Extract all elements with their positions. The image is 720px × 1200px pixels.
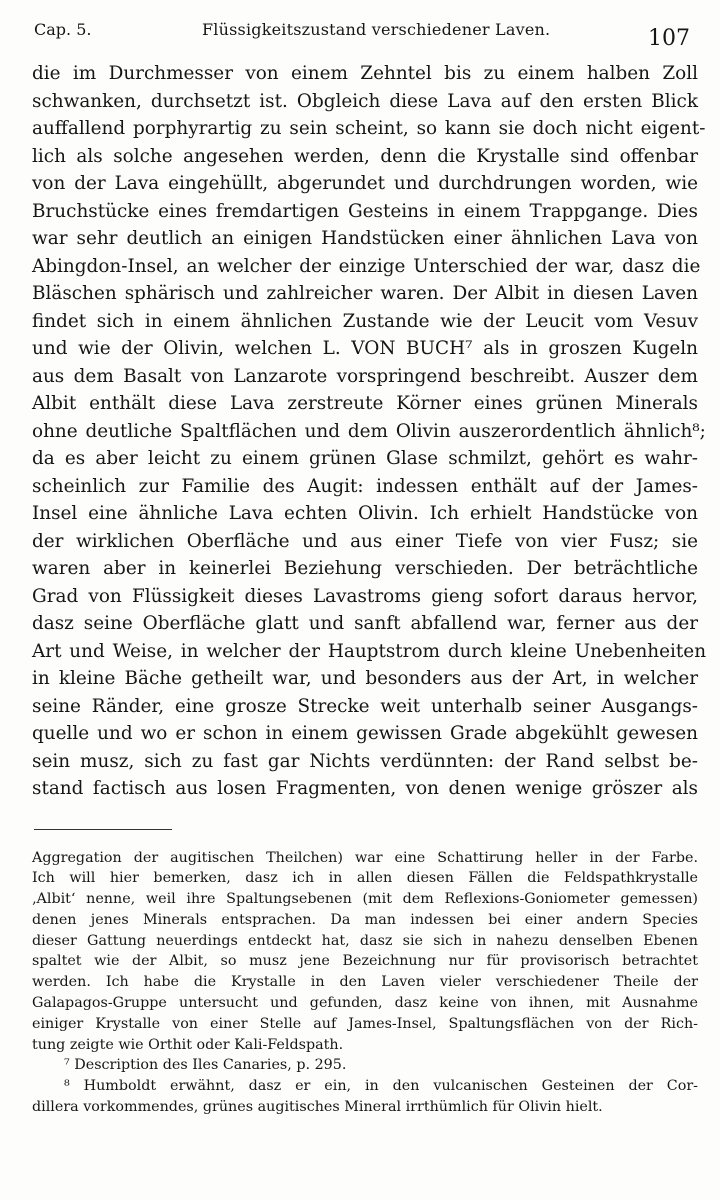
footnote-8: ⁸ Humboldt erwähnt, dasz er ein, in den vulcanischen Gesteinen der Cor-: [64, 1078, 698, 1095]
footnote-line: spaltet wie der Albit, so musz jene Bezeichnung nur für provisorisch betrachtet: [32, 953, 698, 970]
text-line: Bruchstücke eines fremdartigen Gesteins in einem Trappgange. Dies: [32, 200, 698, 222]
text-line: seine Ränder, eine grosze Strecke weit unterhalb seiner Ausgangs-: [32, 695, 698, 717]
footnote-line: tung zeigte wie Orthit oder Kali-Feldspath.: [32, 1036, 344, 1053]
text-line: scheinlich zur Familie des Augit: indessen enthält auf der James-: [32, 475, 698, 497]
text-line: ohne deutliche Spaltflächen und dem Olivin auszerordentlich ähnlich⁸;: [32, 420, 706, 442]
text-line: quelle und wo er schon in einem gewissen Grade abgekühlt gewesen: [32, 723, 698, 744]
footnote-line: einiger Krystalle von einer Stelle auf James-Insel, Spaltungsflächen von der Rich-: [32, 1015, 698, 1032]
text-line: von der Lava eingehüllt, abgerundet und durchdrungen worden, wie: [32, 173, 698, 194]
footnote-8-continuation: dillera vorkommendes, grünes augitisches Mineral irrthümlich für Olivin hielt.: [32, 1099, 603, 1116]
text-line: dasz seine Oberfläche glatt und sanft abfallend war, ferner aus der: [32, 613, 698, 634]
text-line: stand factisch aus losen Fragmenten, von denen wenige gröszer als: [32, 778, 698, 799]
text-line: der wirklichen Oberfläche und aus einer Tiefe von vier Fusz; sie: [32, 530, 698, 552]
footnote-line: ‚Albit‘ nenne, weil ihre Spaltungsebenen (mit dem Reflexions-Goniometer gemessen): [32, 891, 698, 908]
running-header: [32, 14, 698, 54]
text-line: in kleine Bäche getheilt war, und besonders aus der Art, in welcher: [32, 668, 698, 689]
footnote-line: denen jenes Minerals entsprachen. Da man indessen bei einer andern Species: [32, 911, 698, 928]
text-line: die im Durchmesser von einem Zehntel bis zu einem halben Zoll: [32, 63, 698, 84]
footnote-line: werden. Ich habe die Krystalle in den Laven vieler verschiedener Theile der: [32, 974, 698, 991]
text-line: sein musz, sich zu fast gar Nichts verdünnten: der Rand selbst be-: [32, 750, 698, 772]
main-text: [32, 60, 707, 803]
text-line: Bläschen sphärisch und zahlreicher waren. Der Albit in diesen Laven: [32, 283, 698, 304]
text-line: Albit enthält diese Lava zerstreute Körner eines grünen Minerals: [32, 393, 698, 414]
text-line: Grad von Flüssigkeit dieses Lavastroms gieng sofort daraus hervor,: [32, 585, 698, 607]
footnote-line: Aggregation der augitischen Theilchen) war eine Schattirung heller in der Farbe.: [32, 849, 698, 866]
footnote-line: Ich will hier bemerken, dasz ich in allen diesen Fällen die Feldspathkrystalle: [32, 870, 698, 887]
footnote-7: ⁷ Description des Iles Canaries, p. 295.: [64, 1057, 347, 1074]
text-line: und wie der Olivin, welchen L. VON BUCH⁷ als in groszen Kugeln: [32, 338, 698, 359]
text-line: Insel eine ähnliche Lava echten Olivin. Ich erhielt Handstücke von: [32, 503, 698, 524]
page-number: 107: [648, 26, 690, 51]
chapter-label: Cap. 5.: [34, 20, 92, 39]
footnotes: [32, 848, 698, 1118]
footnote-line: Galapagos-Gruppe untersucht und gefunden, dasz keine von ihnen, mit Ausnahme: [32, 995, 698, 1012]
text-line: lich als solche angesehen werden, denn die Krystalle sind offenbar: [32, 145, 698, 167]
running-title: Flüssigkeitszustand verschiedener Laven.: [202, 20, 551, 39]
footnote-line: dieser Gattung neuerdings entdeckt hat, dasz sie sich in nahezu denselben Ebenen: [32, 932, 698, 949]
text-line: aus dem Basalt von Lanzarote vorspringend beschreibt. Auszer dem: [32, 365, 698, 387]
text-line: waren aber in keinerlei Beziehung verschieden. Der beträchtliche: [32, 558, 698, 579]
text-line: Art und Weise, in welcher der Hauptstrom durch kleine Unebenheiten: [32, 640, 707, 662]
text-line: war sehr deutlich an einigen Handstücken einer ähnlichen Lava von: [32, 228, 698, 249]
text-line: auffallend porphyrartig zu sein scheint, so kann sie doch nicht eigent-: [32, 118, 706, 139]
text-line: Abingdon-Insel, an welcher der einzige Unterschied der war, dasz die: [32, 255, 701, 277]
footnote-divider: [34, 829, 172, 830]
text-line: da es aber leicht zu einem grünen Glase schmilzt, gehört es wahr-: [32, 448, 698, 469]
text-line: findet sich in einem ähnlichen Zustande wie der Leucit vom Vesuv: [32, 310, 698, 332]
text-line: schwanken, durchsetzt ist. Obgleich diese Lava auf den ersten Blick: [32, 90, 698, 112]
